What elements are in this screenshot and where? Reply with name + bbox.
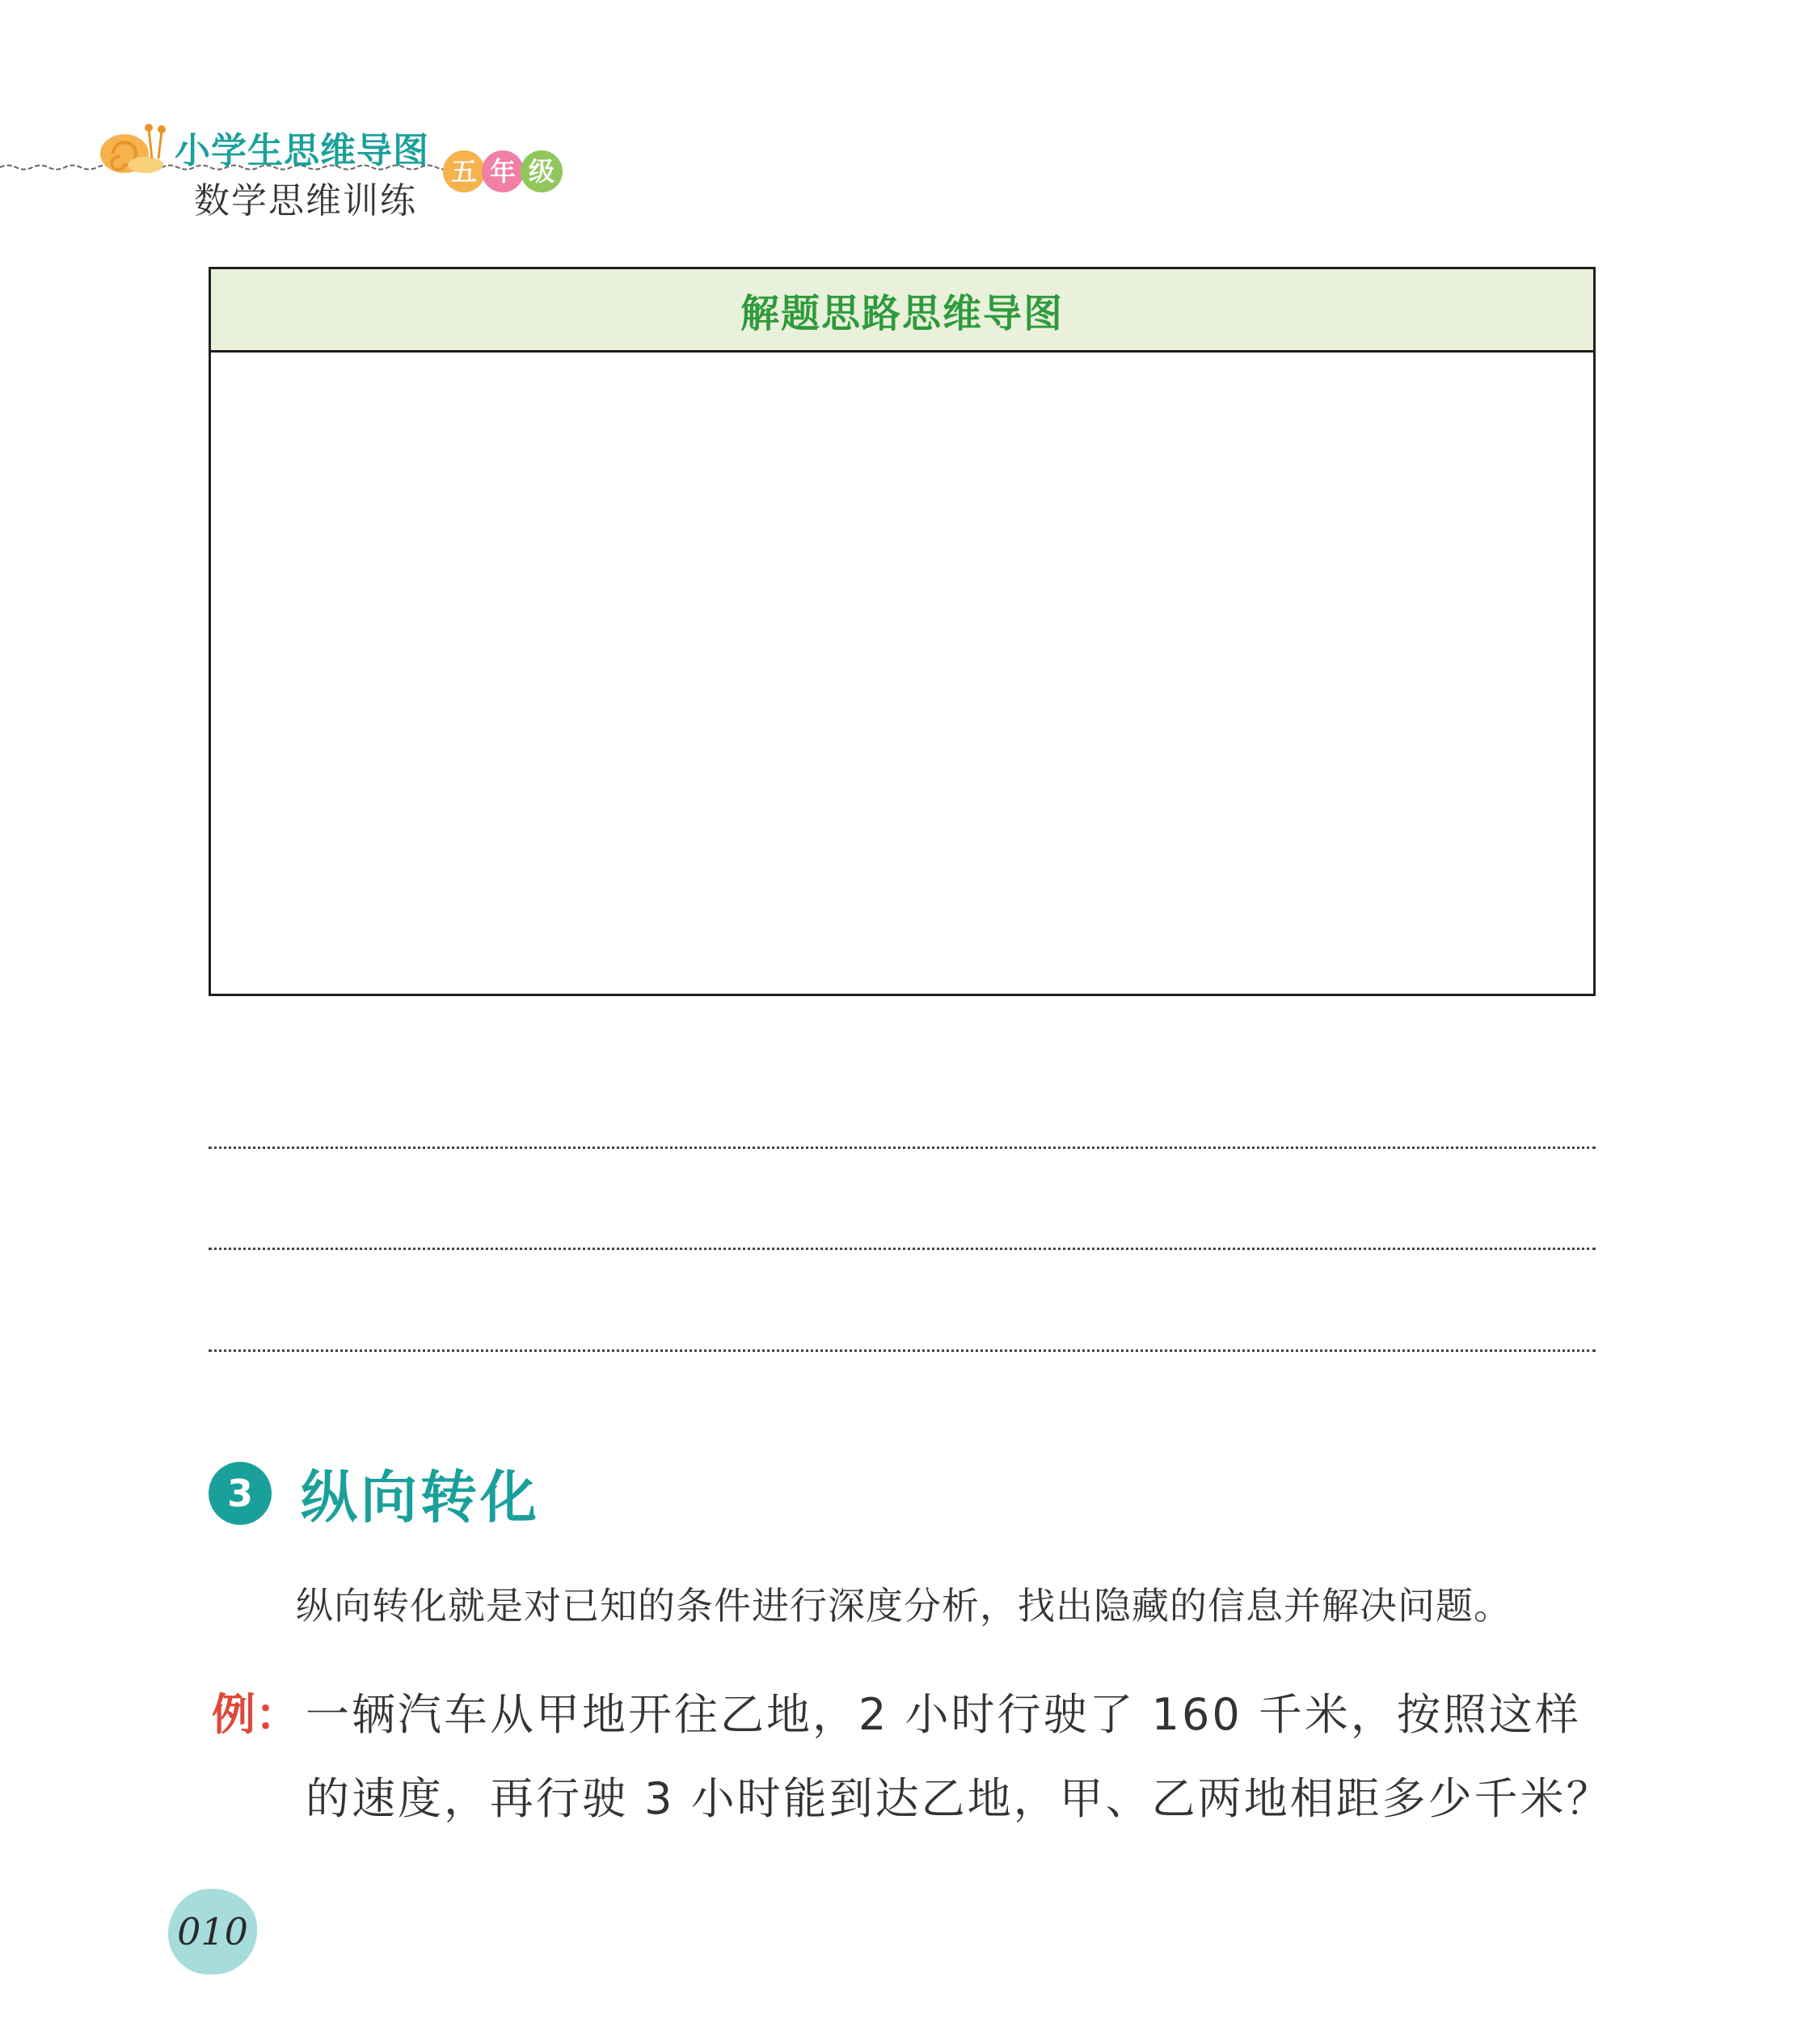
section-title: 纵向转化 <box>301 1464 540 1531</box>
page-number-badge <box>168 1889 257 1974</box>
snail-logo-icon <box>95 113 168 178</box>
mindmap-box-title: 解题思路思维导图 <box>740 290 1064 336</box>
grade-badge-1: 五 <box>443 150 485 192</box>
answer-line-2[interactable] <box>209 1248 1596 1250</box>
answer-line-3[interactable] <box>209 1349 1596 1352</box>
book-subtitle: 数学思维训练 <box>194 180 417 222</box>
example-label: 例： <box>212 1689 299 1740</box>
page-number: 010 <box>177 1910 248 1953</box>
example-text-line-1: 一辆汽车从甲地开往乙地，2 小时行驶了 160 千米，按照这样 <box>306 1689 1581 1740</box>
section-number-badge: 3 <box>209 1462 272 1525</box>
answer-line-1[interactable] <box>209 1147 1596 1149</box>
mindmap-box-header <box>211 269 1593 353</box>
grade-badge-3: 级 <box>521 150 563 192</box>
example-text-line-2: 的速度，再行驶 3 小时能到达乙地，甲、乙两地相距多少千米？ <box>306 1773 1613 1824</box>
mindmap-box[interactable] <box>209 267 1596 996</box>
grade-badge-2: 年 <box>482 150 524 192</box>
section-description: 纵向转化就是对已知的条件进行深度分析，找出隐藏的信息并解决问题。 <box>296 1584 1512 1628</box>
book-title: 小学生思维导图 <box>175 130 429 171</box>
